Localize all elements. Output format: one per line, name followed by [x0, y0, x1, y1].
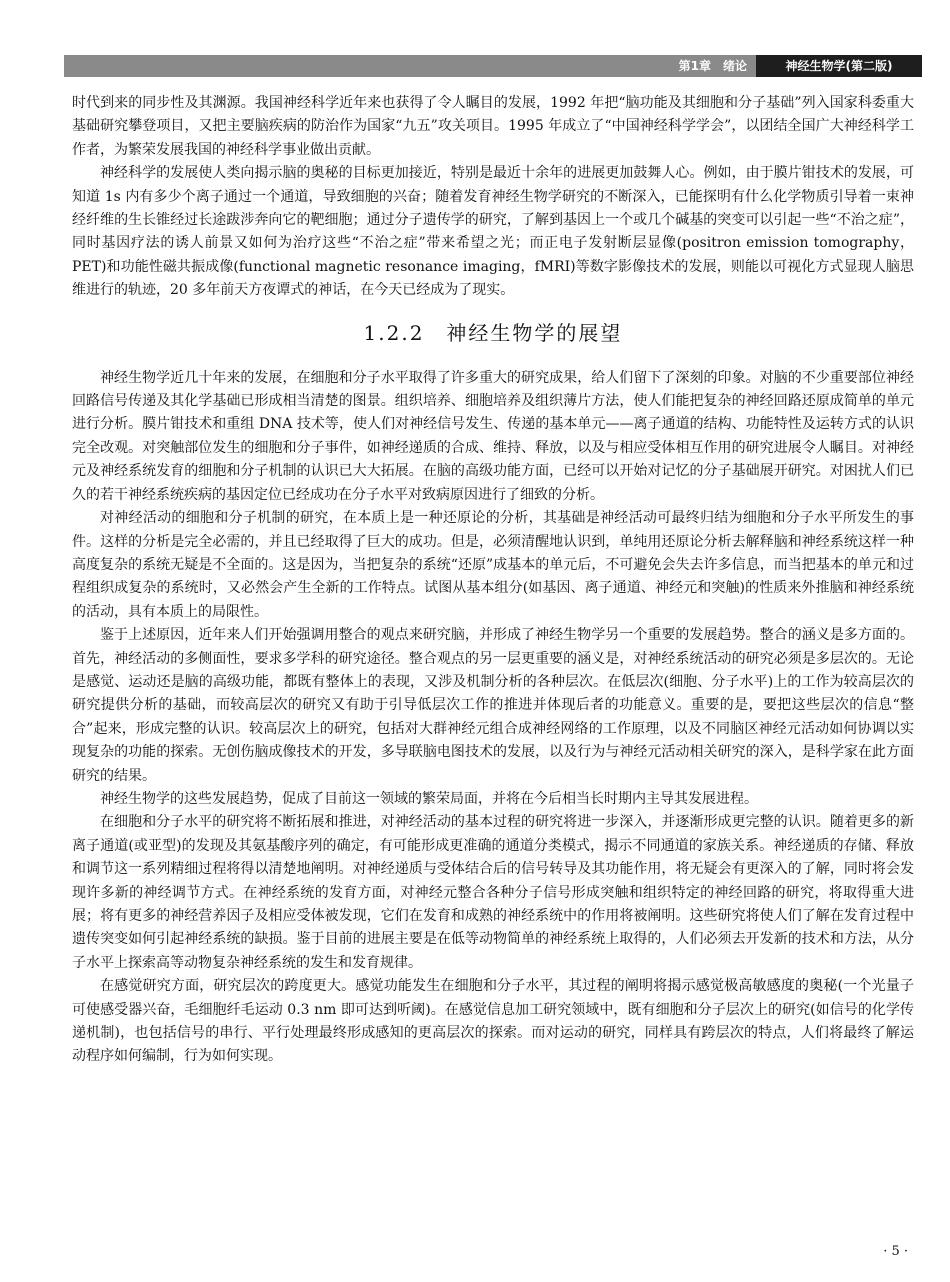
paragraph: 神经生物学的这些发展趋势，促成了目前这一领域的繁荣局面，并将在今后相当长时期内主导其发展进程。	[100, 790, 758, 807]
chapter-label: 第1章 绪论	[678, 59, 747, 73]
paragraph: 在感觉研究方面，研究层次的跨度更大。感觉功能发生在细胞和分子水平，其过程的阐明将揭示感觉极高敏感度的奥秘(一个光量子可使感受器兴奋，毛细胞纤毛运动 0.3 nm 即可达到听阈)。在感觉信息加工研究领域中，既有细胞和分子层次上的研究(如信号的化学传递机制)，也包括信号的串行、平行处理最终形成感知的更高层次的探索。而对运动的研究，同样具有跨层次的特点，人们将最终了解运动程序如何编制，行为如何实现。	[72, 978, 914, 1065]
paragraph: 神经生物学近几十年来的发展，在细胞和分子水平取得了许多重大的研究成果，给人们留下了深刻的印象。对脑的不少重要部位神经回路信号传递及其化学基础已形成相当清楚的图景。组织培养、细胞培养及组织薄片方法，使人们能把复杂的神经回路还原成简单的单元进行分析。膜片钳技术和重组 DNA 技术等，使人们对神经信号发生、传递的基本单元——离子通道的结构、功能特性及运转方式的认识完全改观。对突触部位发生的细胞和分子事件，如神经递质的合成、维持、释放，以及与相应受体相互作用的研究进展令人瞩目。对神经元及神经系统发育的细胞和分子机制的认识已大大拓展。在脑的高级功能方面，已经可以开始对记忆的分子基础展开研究。对困扰人们已久的若干神经系统疾病的基因定位已经成功在分子水平对致病原因进行了细致的分析。	[72, 369, 914, 503]
book-title: 神经生物学(第二版)	[756, 55, 922, 77]
paragraph: 在细胞和分子水平的研究将不断拓展和推进，对神经活动的基本过程的研究将进一步深入，并逐渐形成更完整的认识。随着更多的新离子通道(或亚型)的发现及其氨基酸序列的确定，有可能形成更准确的通道分类模式，揭示不同通道的家族关系。神经递质的存储、释放和调节这一系列精细过程将得以清楚地阐明。对神经递质与受体结合后的信号转导及其功能作用，将无疑会有更深入的了解，同时将会发现许多新的神经调节方式。在神经系统的发育方面，对神经元整合各种分子信号形成突触和组织特定的神经回路的研究，将取得重大进展；将有更多的神经营养因子及相应受体被发现，它们在发育和成熟的神经系统中的作用将被阐明。这些研究将使人们了解在发育过程中遗传突变如何引起神经系统的缺损。鉴于目前的进展主要是在低等动物简单的神经系统上取得的，人们必须去开发新的技术和方法，从分子水平上探索高等动物复杂神经系统的发生和发育规律。	[72, 814, 914, 971]
paragraph: 时代到来的同步性及其渊源。我国神经科学近年来也获得了令人瞩目的发展，1992 年把“脑功能及其细胞和分子基础”列入国家科委重大基础研究攀登项目，又把主要脑疾病的防治作为国家“九五”攻关项目。1995 年成立了“中国神经科学学会”，以团结全国广大神经科学工作者，为繁荣发展我国的神经科学事业做出贡献。	[72, 95, 914, 158]
running-header	[64, 55, 922, 77]
paragraph: 对神经活动的细胞和分子机制的研究，在本质上是一种还原论的分析，其基础是神经活动可最终归结为细胞和分子水平所发生的事件。这样的分析是完全必需的，并且已经取得了巨大的成功。但是，必须清醒地认识到，单纯用还原论分析去解释脑和神经系统这样一种高度复杂的系统无疑是不全面的。这是因为，当把复杂的系统“还原”成基本的单元后，不可避免会失去许多信息，而当把基本的单元和过程组织成复杂的系统时，又必然会产生全新的工作特点。试图从基本组分(如基因、离子通道、神经元和突触)的性质来外推脑和神经系统的活动，具有本质上的局限性。	[72, 510, 914, 620]
paragraph: 鉴于上述原因，近年来人们开始强调用整合的观点来研究脑，并形成了神经生物学另一个重要的发展趋势。整合的涵义是多方面的。首先，神经活动的多侧面性，要求多学科的研究途径。整合观点的另一层更重要的涵义是，对神经系统活动的研究必须是多层次的。无论是感觉、运动还是脑的高级功能，都既有整体上的表现，又涉及机制分析的各种层次。在低层次(细胞、分子水平)上的工作为较高层次的研究提供分析的基础，而较高层次的研究又有助于引导低层次工作的推进并体现后者的功能意义。重要的是，要把这些层次的信息“整合”起来，形成完整的认识。较高层次上的研究，包括对大群神经元组合成神经网络的工作原理，以及不同脑区神经元活动如何协调以实现复杂的功能的探索。无创伤脑成像技术的开发，多导联脑电图技术的发展，以及行为与神经元活动相关研究的深入，是科学家在此方面研究的结果。	[72, 627, 914, 784]
paragraph: 神经科学的发展使人类向揭示脑的奥秘的目标更加接近，特别是最近十余年的进展更加鼓舞人心。例如，由于膜片钳技术的发展，可知道 1s 内有多少个离子通过一个通道，导致细胞的兴奋；随着发育神经生物学研究的不断深入，已能探明有什么化学物质引导着一束神经纤维的生长锥经过长途跋涉奔向它的靶细胞；通过分子遗传学的研究，了解到基因上一个或几个碱基的突变可以引起一些“不治之症”，同时基因疗法的诱人前景又如何为治疗这些“不治之症”带来希望之光；而正电子发射断层显像(positron emission tomography，PET)和功能性磁共振成像(functional magnetic resonance imaging，fMRI)等数字影像技术的发展，则能以可视化方式显现人脑思维进行的轨迹，20 多年前天方夜谭式的神话，在今天已经成为了现实。	[72, 165, 914, 299]
section-heading: 1.2.2 神经生物学的展望	[363, 320, 623, 345]
page-number: · 5 ·	[883, 1244, 908, 1259]
page-body	[72, 92, 914, 1069]
